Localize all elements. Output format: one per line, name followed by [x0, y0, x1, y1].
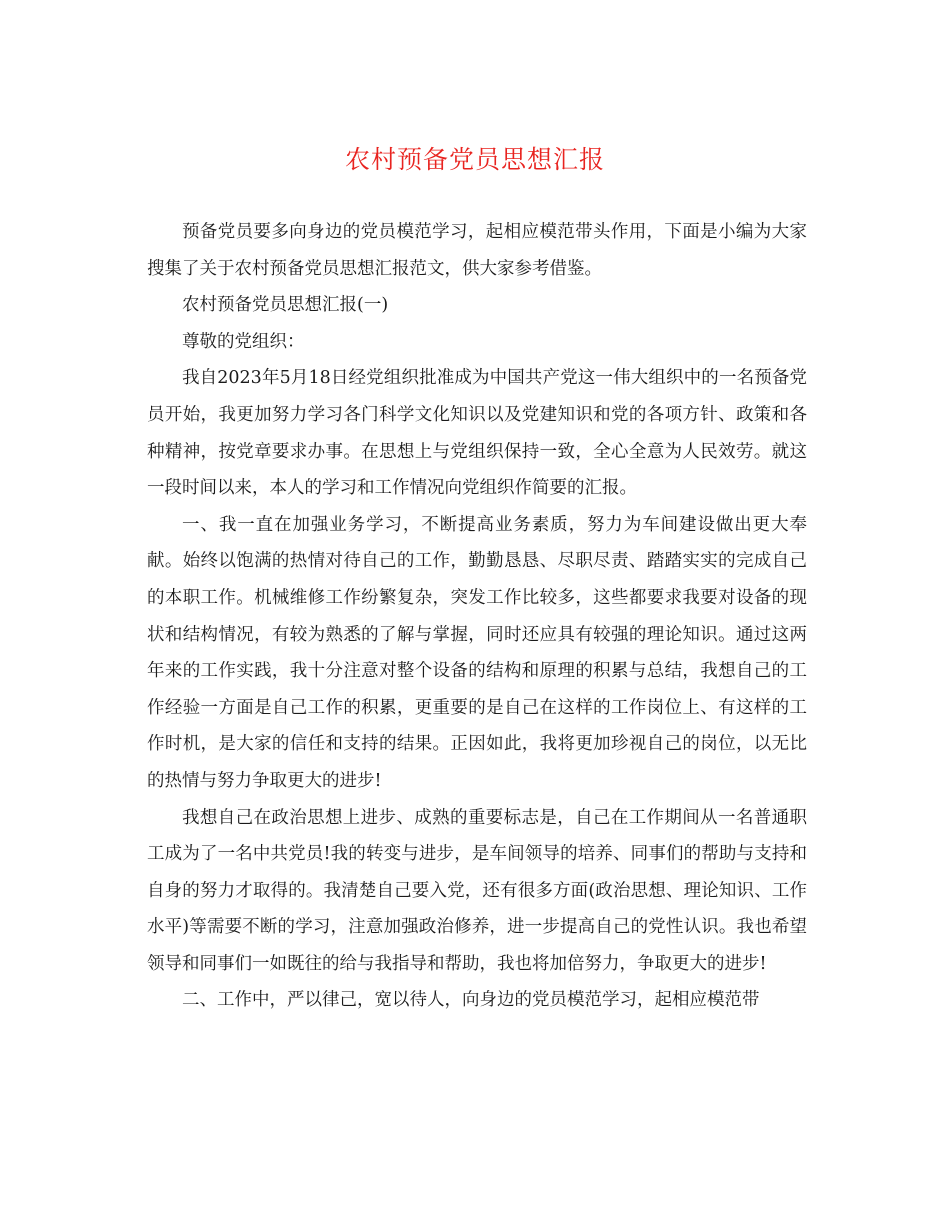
paragraph-opening: 我自2023年5月18日经党组织批准成为中国共产党这一伟大组织中的一名预备党员开始，我更加努力学习各门科学文化知识以及党建知识和党的各项方针、政策和各种精神，按党章要求办事。在思想上与党组织保持一致，全心全意为人民效劳。就这一段时间以来，本人的学习和工作情况向党组织作简要的汇报。 [147, 368, 807, 499]
paragraph-subtitle: 农村预备党员思想汇报(一) [182, 295, 389, 316]
paragraph-section-one: 一、我一直在加强业务学习，不断提高业务素质，努力为车间建设做出更大奉献。始终以饱满的热情对待自己的工作，勤勤恳恳、尽职尽责、踏踏实实的完成自己的本职工作。机械维修工作纷繁复杂，突发工作比较多，这些都要求我要对设备的现状和结构情况，有较为熟悉的了解与掌握，同时还应具有较强的理论知识。通过这两年来的工作实践，我十分注意对整个设备的结构和原理的积累与总结，我想自己的工作经验一方面是自己工作的积累，更重要的是自己在这样的工作岗位上、有这样的工作时机，是大家的信任和支持的结果。正因如此，我将更加珍视自己的岗位，以无比的热情与努力争取更大的进步! [147, 514, 807, 791]
document-body [147, 214, 807, 1019]
paragraph-salutation: 尊敬的党组织： [182, 331, 305, 352]
paragraph-intro: 预备党员要多向身边的党员模范学习，起相应模范带头作用，下面是小编为大家搜集了关于农村预备党员思想汇报范文，供大家参考借鉴。 [147, 222, 807, 279]
paragraph-political-progress: 我想自己在政治思想上进步、成熟的重要标志是，自己在工作期间从一名普通职工成为了一名中共党员!我的转变与进步，是车间领导的培养、同事们的帮助与支持和自身的努力才取得的。我清楚自己要入党，还有很多方面(政治思想、理论知识、工作水平)等需要不断的学习，注意加强政治修养，进一步提高自己的党性认识。我也希望领导和同事们一如既往的给与我指导和帮助，我也将加倍努力，争取更大的进步! [147, 807, 807, 974]
document-title: 农村预备党员思想汇报 [344, 145, 605, 174]
paragraph-section-two: 二、工作中，严以律己，宽以待人，向身边的党员模范学习，起相应模范带 [182, 990, 760, 1011]
